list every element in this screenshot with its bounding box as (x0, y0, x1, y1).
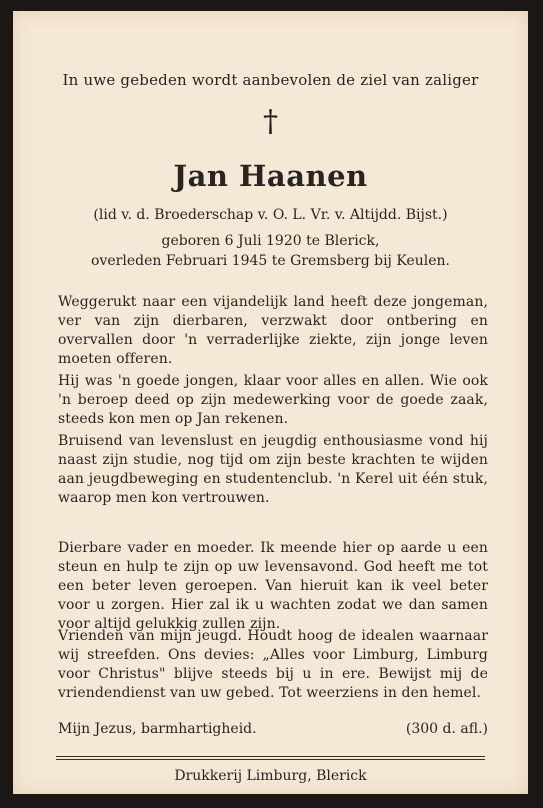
indulgence-text: (300 d. afl.) (405, 721, 488, 737)
printer-credit: Drukkerij Limburg, Blerick (174, 768, 367, 784)
text-paragraph: Dierbare vader en moeder. Ik meende hier op aarde u een steun en hulp te zijn op uw levensavond. God heeft me tot een beter leven geroepen. Van hieruit kan ik veel beter voor u zorgen. Hier zal ik u wachten zodat we dan samen voor altijd gelukkig zullen zijn. (58, 540, 488, 632)
prayer-text: Mijn Jezus, barmhartigheid. (58, 721, 257, 737)
text-paragraph: Vrienden van mijn jeugd. Houdt hoog de idealen waarnaar wij streefden. Ons devies: „Alles voor Limburg, Limburg voor Christus" blijve steeds bij u in ere. Bewijst mij de vriendendienst van uw gebed. Tot weerziens in den hemel. (58, 628, 488, 701)
cross-icon: † (263, 104, 278, 139)
birth-line: geboren 6 Juli 1920 te Blerick, (161, 233, 380, 249)
intro-line: In uwe gebeden wordt aanbevolen de ziel van zaliger (62, 71, 479, 89)
membership-line: (lid v. d. Broederschap v. O. L. Vr. v. Altijdd. Bijst.) (93, 207, 448, 223)
text-paragraph: Bruisend van levenslust en jeugdig enthousiasme vond hij naast zijn studie, nog tijd om zijn beste krachten te wijden aan jeugdbeweging en studentenclub. 'n Kerel uit één stuk, waarop men kon vertrouwen. (58, 433, 488, 506)
death-line: overleden Februari 1945 te Gremsberg bij Keulen. (91, 253, 450, 269)
deceased-name: Jan Haanen (173, 159, 368, 193)
text-paragraph: Weggerukt naar een vijandelijk land heeft deze jongeman, ver van zijn dierbaren, verzwakt door ontbering en overvallen door 'n verraderlijke ziekte, zijn jonge leven moeten offeren. (58, 294, 488, 367)
divider (56, 759, 485, 760)
text-paragraph: Hij was 'n goede jongen, klaar voor alles en allen. Wie ook 'n beroep deed op zijn medewerking voor de goede zaak, steeds kon men op Jan rekenen. (58, 373, 488, 427)
divider (56, 756, 485, 757)
memorial-card (13, 11, 528, 794)
